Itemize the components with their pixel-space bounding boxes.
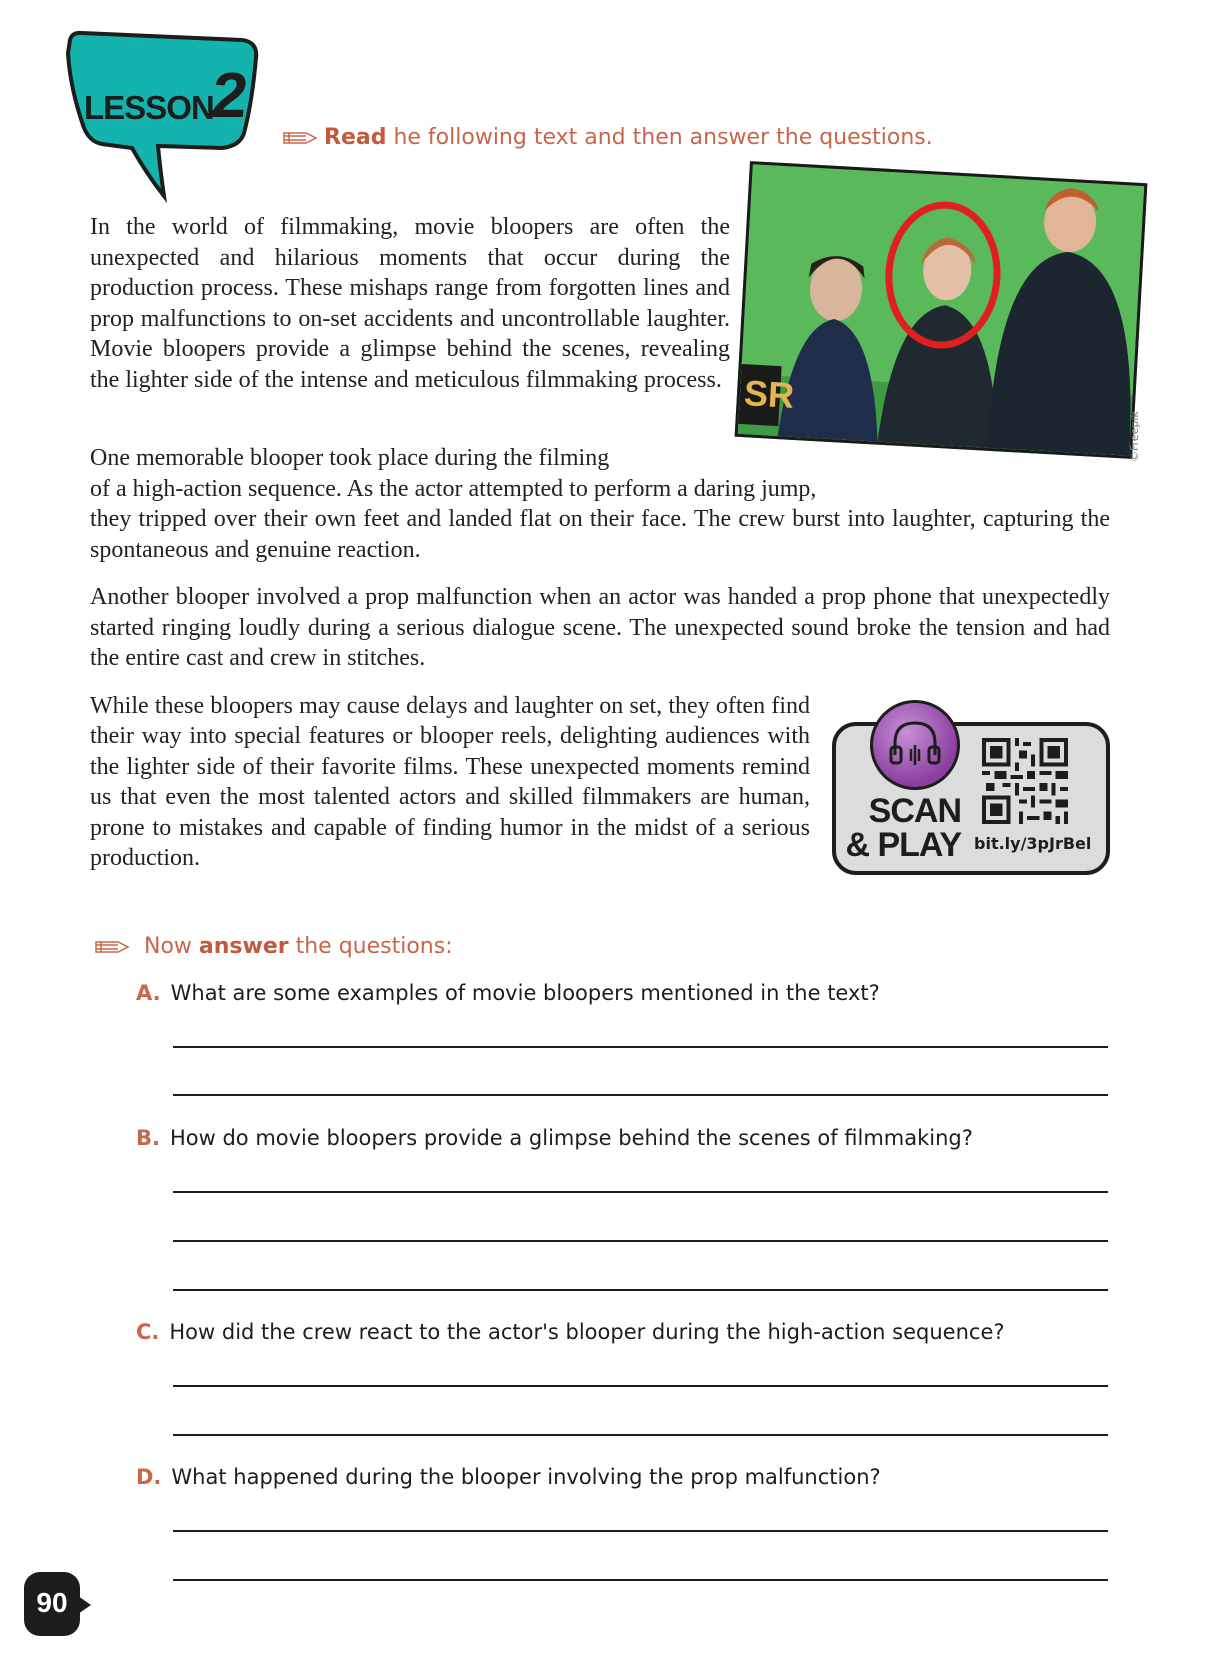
photo-logo: SR [742, 372, 796, 416]
question-d [136, 1463, 881, 1493]
answer-instruction-prefix: Now [144, 934, 199, 959]
scan-url[interactable]: bit.ly/3pJrBel [974, 834, 1092, 853]
answer-instruction-bold: answer [198, 934, 289, 959]
read-instruction-text: he following text and then answer the questions. [386, 125, 933, 150]
lesson-number: 2 [208, 59, 252, 131]
question-a [136, 979, 880, 1009]
scan-title-line-1: SCAN [868, 792, 961, 830]
paragraph-2 [90, 443, 1110, 565]
paragraph-2-line-1: One memorable blooper took place during the filming [90, 445, 610, 471]
qr-code-icon[interactable] [982, 738, 1068, 824]
page-number: 90 [36, 1587, 68, 1618]
question-letter: C. [136, 1320, 160, 1344]
scan-and-play-title [843, 794, 961, 862]
answer-line[interactable] [173, 1094, 1108, 1096]
question-text: What happened during the blooper involving the prop malfunction? [171, 1465, 881, 1489]
answer-line[interactable] [173, 1530, 1108, 1532]
question-letter: A. [136, 981, 161, 1005]
answer-instruction [94, 933, 453, 961]
question-c [136, 1318, 1005, 1348]
read-instruction [282, 124, 933, 152]
answer-line[interactable] [173, 1579, 1108, 1581]
photo-credit: ©Freepik [1128, 411, 1141, 462]
pencil-icon [282, 129, 318, 147]
question-text: How did the crew react to the actor's blooper during the high-action sequence? [169, 1320, 1005, 1344]
answer-line[interactable] [173, 1240, 1108, 1242]
question-letter: B. [136, 1126, 160, 1150]
lesson-label: LESSON [84, 89, 214, 126]
paragraph-2-line-2: of a high-action sequence. As the actor attempted to perform a daring jump, [90, 475, 817, 502]
pencil-icon [94, 938, 130, 956]
question-text: What are some examples of movie bloopers mentioned in the text? [170, 981, 880, 1005]
answer-line[interactable] [173, 1191, 1108, 1193]
question-letter: D. [136, 1465, 162, 1489]
answer-line[interactable] [173, 1434, 1108, 1436]
headphones-icon [873, 703, 957, 787]
answer-instruction-text: the questions: [288, 934, 453, 959]
question-text: How do movie bloopers provide a glimpse behind the scenes of filmmaking? [169, 1126, 973, 1150]
headphones-button[interactable] [870, 700, 960, 790]
paragraph-2-rest: they tripped over their own feet and landed flat on their face. The crew burst into laughter, capturing the spontaneous and genuine reaction. [90, 506, 1110, 563]
scan-title-line-2: & PLAY [845, 826, 961, 864]
answer-line[interactable] [173, 1289, 1108, 1291]
paragraph-3: Another blooper involved a prop malfunction when an actor was handed a prop phone that unexpectedly started ringing loudly during a serious dialogue scene. The unexpected sound broke the tension and had the entire cast and crew in stitches. [90, 584, 1110, 671]
answer-line[interactable] [173, 1046, 1108, 1048]
read-instruction-bold: Read [324, 125, 387, 150]
paragraph-1: In the world of filmmaking, movie bloopers are often the unexpected and hilarious moments that occur during the production process. These mishaps range from forgotten lines and prop malfunctions to on-set accidents and uncontrollable laughter. Movie bloopers provide a glimpse behind the scenes, revealing the lighter side of the intense and meticulous filmmaking process. [90, 214, 730, 393]
answer-line[interactable] [173, 1385, 1108, 1387]
paragraph-4: While these bloopers may cause delays and laughter on set, they often find their way into special features or blooper reels, delighting audiences with the lighter side of their favorite films. These unexpected moments remind us that even the most talented actors and skilled filmmakers are human, prone to mistakes and capable of finding humor in the midst of a serious production. [90, 692, 810, 871]
question-b [136, 1124, 973, 1154]
